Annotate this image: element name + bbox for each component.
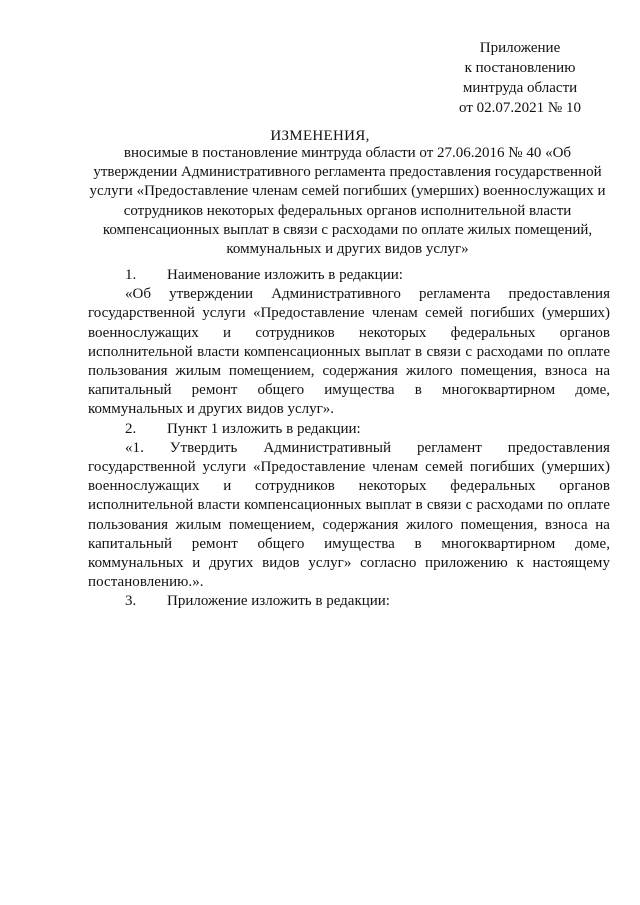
appendix-line: Приложение — [479, 40, 561, 56]
document-title: ИЗМЕНЕНИЯ, — [270, 128, 370, 144]
appendix-line: к постановлению — [464, 60, 576, 76]
document-body — [88, 266, 610, 612]
item-heading-text: Наименование изложить в редакции: — [167, 267, 403, 283]
item-number: 3. — [125, 593, 137, 610]
item-number: 2. — [125, 420, 137, 437]
appendix-line: минтруда области — [462, 80, 578, 96]
item-1-heading — [88, 266, 610, 285]
appendix-header — [440, 38, 600, 118]
item-number: 1. — [125, 267, 137, 283]
item-2-heading — [88, 420, 610, 439]
item-heading-text: Приложение изложить в редакции: — [167, 593, 390, 610]
document-subtitle: вносимые в постановление минтруда области от 27.06.2016 № 40 «Об утверждении Административного регламента предоставления государственной услуги «Предоставление членам семей погибших (умерших) военнослужащих и сотрудников некоторых федеральных органов исполнительной власти компенсационных выплат в связи с расходами по оплате жилых помещений, коммунальных и других видов услуг» — [89, 145, 606, 258]
item-1-text: «Об утверждении Административного регламента предоставления государственной услуги «Предоставление членам семей погибших (умерших) военнослужащих и сотрудников некоторых федеральных органов исполнительной власти компенсационных выплат в связи с расходами по оплате пользования жилым помещением, содержания жилого помещения, взноса на капитальный ремонт общего имущества в многоквартирном доме, коммунальных и других видов услуг». — [88, 286, 610, 418]
item-heading-text: Пункт 1 изложить в редакции: — [167, 420, 361, 437]
appendix-date-line: от 02.07.2021 № 10 — [459, 100, 581, 116]
item-3-heading — [88, 592, 610, 611]
item-2-text: «1. Утвердить Административный регламент предоставления государственной услуги «Предоставление членам семей погибших (умерших) военнослужащих и сотрудников некоторых федеральных органов исполнительной власти компенсационных выплат в связи с расходами по оплате пользования жилым помещением, содержания жилого помещения, взноса на капитальный ремонт общего имущества в многоквартирном доме, коммунальных и других видов услуг» согласно приложению к настоящему постановлению.». — [88, 439, 610, 591]
